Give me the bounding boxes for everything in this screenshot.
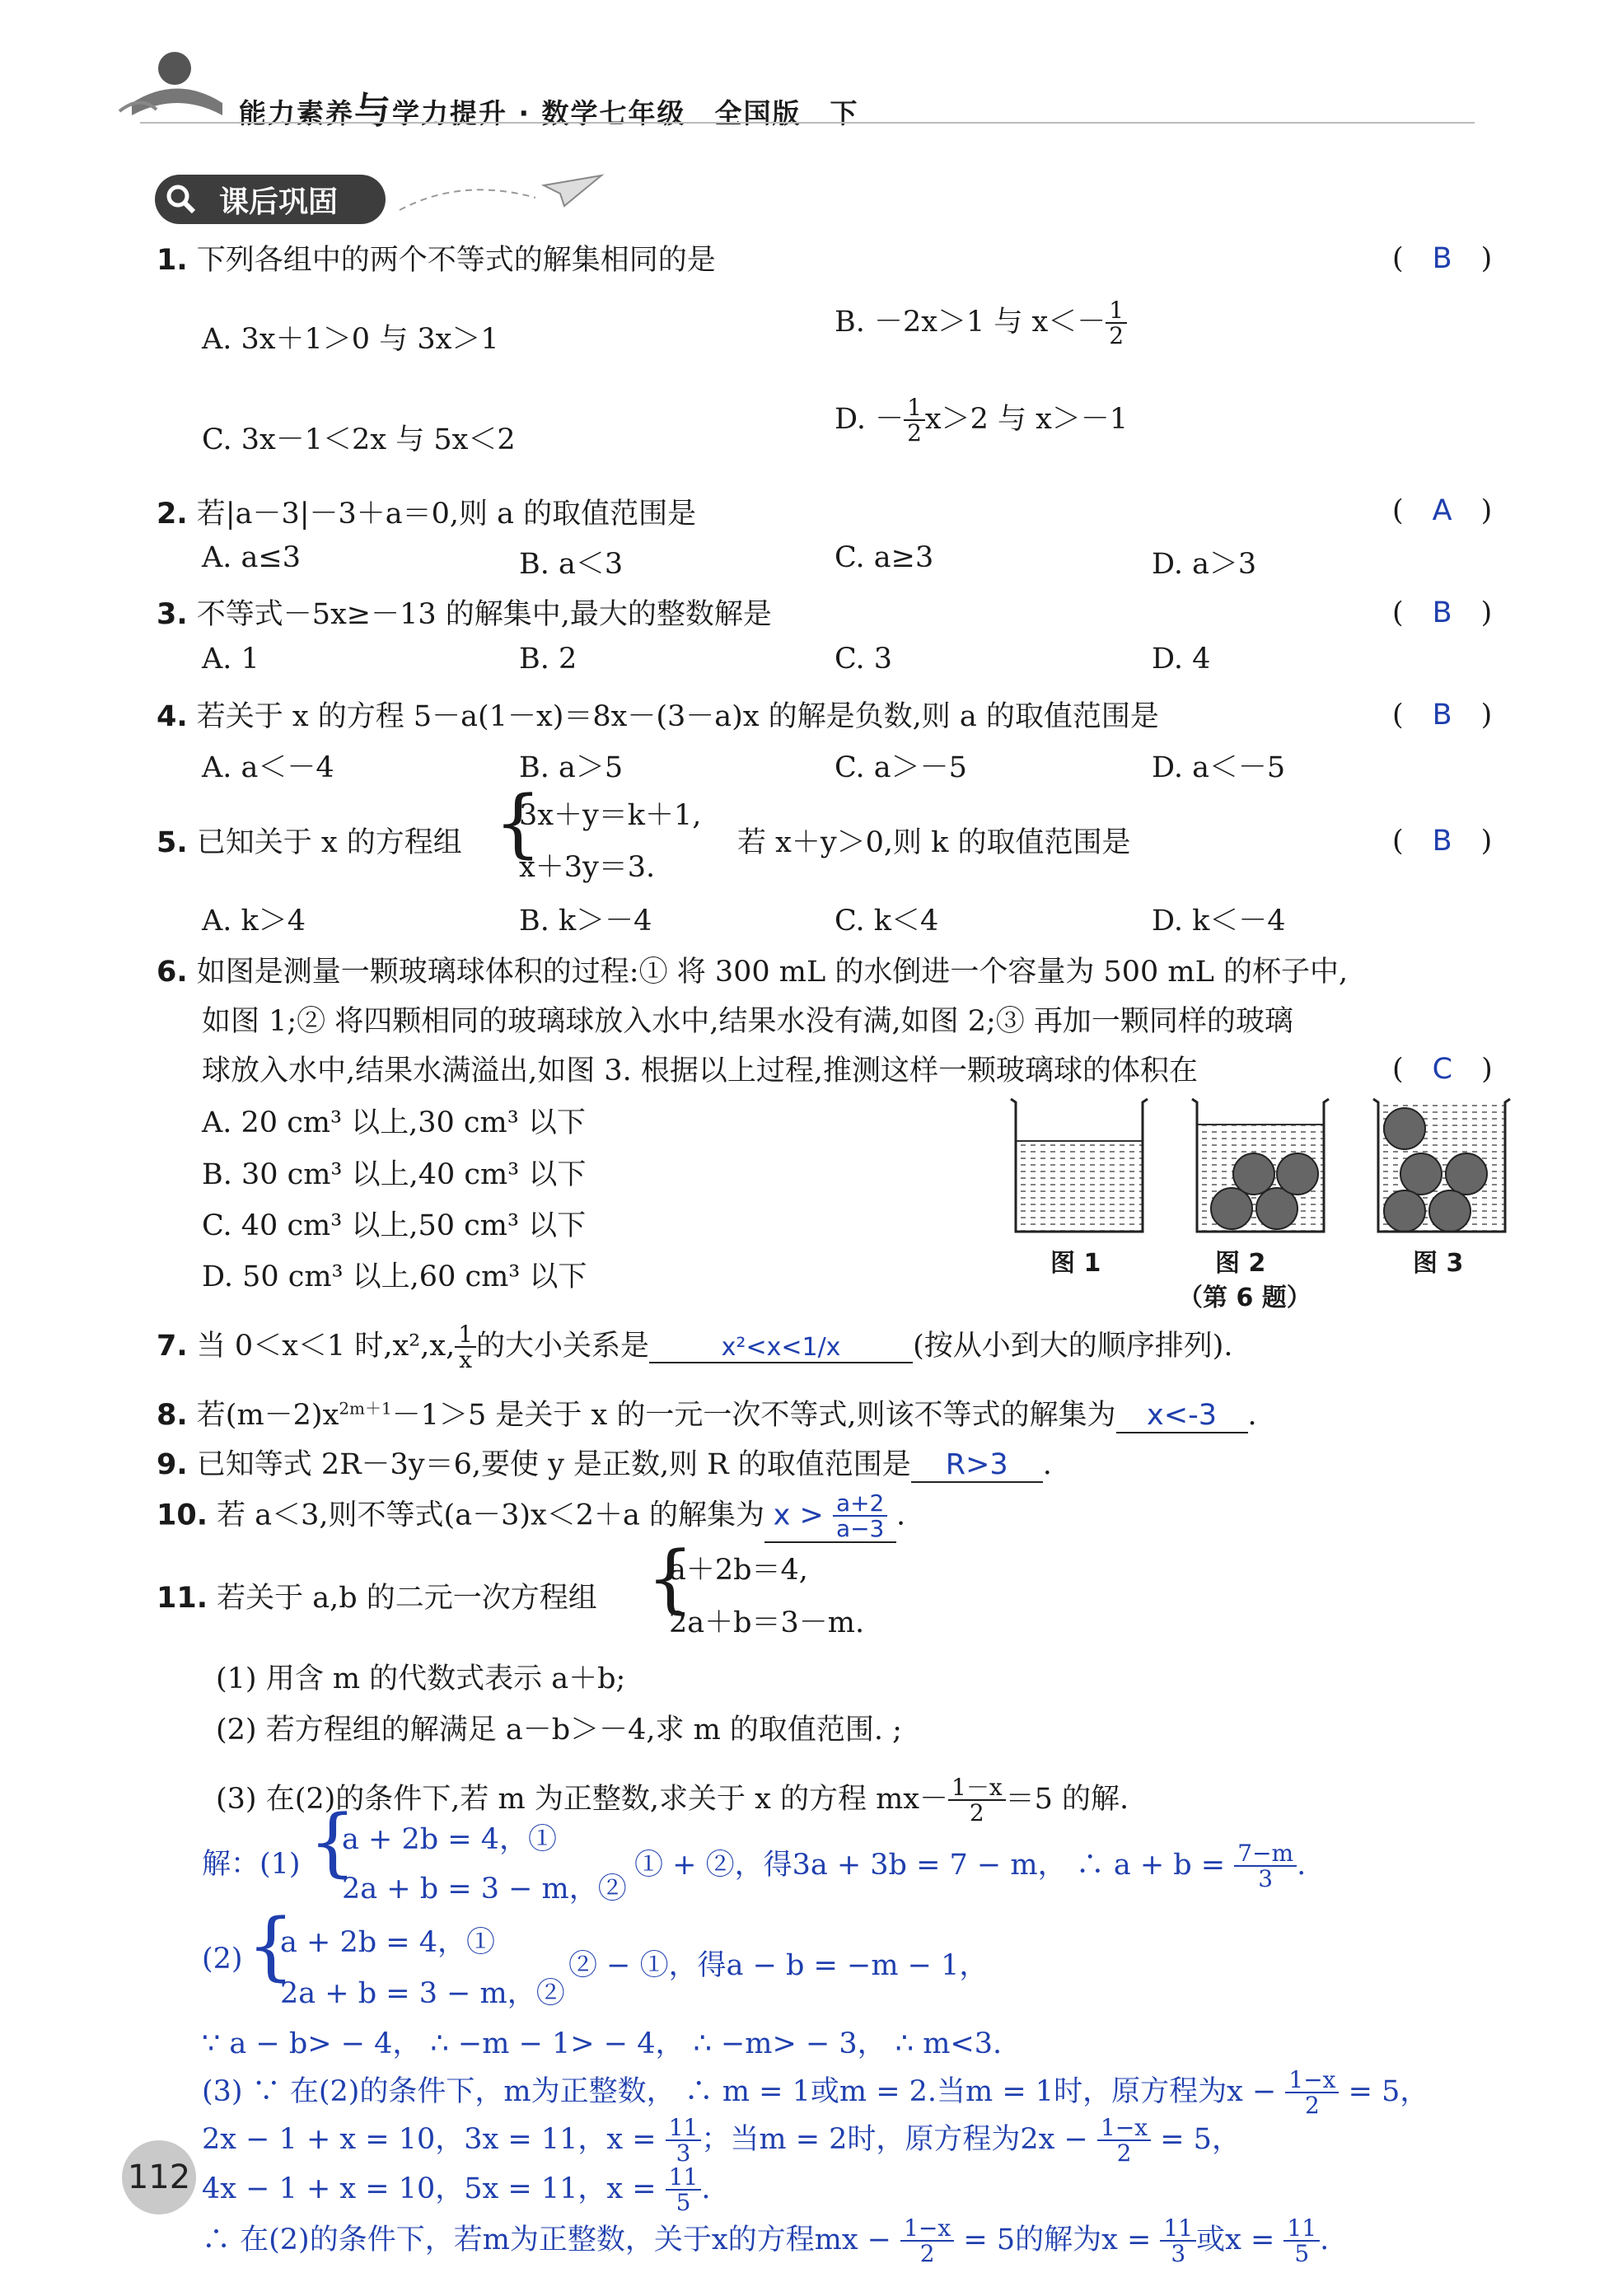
q5-option-d: D. k＜－4 [1152, 905, 1286, 938]
q6-option-b: B. 30 cm³ 以上,40 cm³ 以下 [202, 1158, 587, 1191]
q3-option-c: C. 3 [835, 643, 893, 676]
q4-option-d: D. a＜－5 [1152, 751, 1286, 784]
figure-caption: （第 6 题） [1178, 1284, 1311, 1312]
q11-part-1: (1) 用含 m 的代数式表示 a＋b; [216, 1662, 626, 1695]
paper-plane-icon [395, 169, 610, 227]
question-10: 10. 若 a＜3,则不等式(a－3)x＜2＋a 的解集为 x > $\frac{a+2}{a-3}$ . [157, 1489, 906, 1543]
q5-brace: { [494, 780, 542, 867]
q5-option-b: B. k＞－4 [519, 905, 652, 938]
solution-1-eq1: a + 2b = 4，① [342, 1823, 557, 1856]
solution-1-brace: { [309, 1799, 357, 1886]
q2-option-d: D. a＞3 [1152, 548, 1257, 581]
answer-6: ( C ) [1392, 1053, 1493, 1086]
figure-2-label: 图 2 [1215, 1249, 1266, 1278]
answer-3: ( B ) [1392, 596, 1493, 629]
beaker-figure-1 [1009, 1096, 1149, 1236]
solution-2-label: (2) [202, 1943, 243, 1976]
search-icon [165, 183, 198, 216]
question-8: 8. 若$(m-2)x^{2m+1}-1>5$ 是关于 x 的一元一次不等式,则该不等式的解集为 x<-3 . [157, 1398, 1257, 1432]
solution-1-result: ① + ②，得3a + 3b = 7 − m， ∴ a + b = $\frac{7-m}{3}$ . [634, 1840, 1307, 1893]
q5-condition: 若 x＋y＞0,则 k 的取值范围是 [737, 826, 1131, 859]
figure-3-label: 图 3 [1413, 1249, 1464, 1278]
q5-option-a: A. k＞4 [202, 905, 306, 938]
q6-option-d: D. 50 cm³ 以上,60 cm³ 以下 [202, 1260, 587, 1293]
q1-option-a: A. 3x＋1＞0 与 3x＞1 [202, 323, 499, 356]
page-header: 能力素养与学力提升 · 数学七年级 全国版 下 [239, 90, 859, 132]
solution-3-line1: (3) ∵ 在(2)的条件下，m为正整数， ∴ m = 1或m = 2.当m = 1时，原方程为x − $\frac{1-x}{2}$ = 5， [202, 2066, 1429, 2120]
q4-option-b: B. a＞5 [519, 751, 624, 784]
solution-1-label: 解：(1) [202, 1848, 301, 1881]
solution-2-brace: { [247, 1903, 295, 1990]
q1-option-c: C. 3x－1＜2x 与 5x＜2 [202, 423, 516, 456]
q2-option-b: B. a＜3 [519, 548, 624, 581]
q1-option-b: B. －2x＞1 与 x＜－ $\frac{1}{2}$ [835, 298, 1127, 348]
solution-2-inequality: ∵ a − b> − 4， ∴ −m − 1> − 4， ∴ −m> − 3， ∴ m<3. [202, 2027, 1003, 2060]
q6-option-c: C. 40 cm³ 以上,50 cm³ 以下 [202, 1209, 587, 1242]
q5-option-c: C. k＜4 [835, 905, 939, 938]
q4-option-a: A. a＜－4 [202, 751, 334, 784]
question-4: 4. 若关于 x 的方程 5－a(1－x)＝8x－(3－a)x 的解是负数,则 a 的取值范围是 [157, 700, 1159, 733]
question-1: 1. 下列各组中的两个不等式的解集相同的是 [157, 244, 716, 277]
question-11: 11. 若关于 a,b 的二元一次方程组 [157, 1582, 597, 1615]
question-2: 2. 若|a－3|－3＋a＝0,则 a 的取值范围是 [157, 498, 697, 531]
q2-option-a: A. a≤3 [202, 541, 301, 574]
q4-option-c: C. a＞－5 [835, 751, 967, 784]
answer-2: ( A ) [1392, 494, 1493, 527]
reading-logo-icon [115, 45, 239, 128]
solution-3-conclusion: ∴ 在(2)的条件下，若m为正整数，关于x的方程mx − $\frac{1-x}{2}$ = 5的解为x = $\frac{11}{3}$ 或x = $\frac{11}{5}$ . [202, 2214, 1330, 2268]
q2-option-c: C. a≥3 [835, 541, 934, 574]
solution-3-line2: 2x − 1 + x = 10，3x = 11，x = $\frac{11}{3}$ ；当m = 2时，原方程为2x − $\frac{1-x}{2}$ = 5， [202, 2114, 1241, 2167]
question-7: 7. 当 0＜x＜1 时,x²,x, $\frac{1}{x}$ 的大小关系是 x²<x<1/x (按从小到大的顺序排列). [157, 1321, 1233, 1374]
question-6: 6. 如图是测量一颗玻璃球体积的过程:① 将 300 mL 的水倒进一个容量为 500 mL 的杯子中, [157, 956, 1349, 989]
solution-2-eq1: a + 2b = 4，① [280, 1926, 495, 1959]
q1-option-d: D. － $\frac{1}{2}$ x＞2 与 x＞－1 [835, 394, 1129, 447]
beaker-figure-2 [1190, 1096, 1330, 1236]
answer-1: ( B ) [1392, 242, 1493, 275]
section-title: 课后巩固 [219, 185, 339, 219]
question-6-line3: 球放入水中,结果水满溢出,如图 3. 根据以上过程,推测这样一颗玻璃球的体积在 [202, 1054, 1199, 1087]
q11-part-2: (2) 若方程组的解满足 a－b＞－4,求 m 的取值范围. ; [216, 1714, 902, 1747]
q3-option-a: A. 1 [202, 643, 259, 676]
q5-eq2: x＋3y＝3. [519, 851, 656, 884]
question-6-line2: 如图 1;② 将四颗相同的玻璃球放入水中,结果水没有满,如图 2;③ 再加一颗同样的玻璃 [202, 1005, 1293, 1038]
answer-4: ( B ) [1392, 699, 1493, 732]
q8-answer-blank: x<-3 [1116, 1399, 1248, 1433]
page-number: 112 [122, 2140, 196, 2214]
q11-brace: { [647, 1536, 694, 1622]
q7-answer-blank: x²<x<1/x [649, 1333, 913, 1363]
question-3: 3. 不等式－5x≥－13 的解集中,最大的整数解是 [157, 598, 772, 631]
q3-option-b: B. 2 [519, 643, 577, 676]
solution-1-eq2: 2a + b = 3 − m，② [342, 1873, 627, 1906]
solution-3-line3: 4x − 1 + x = 10，5x = 11，x = $\frac{11}{5}$ . [202, 2163, 711, 2217]
solution-2-eq2: 2a + b = 3 − m，② [280, 1977, 565, 2010]
q3-option-d: D. 4 [1152, 643, 1211, 676]
figure-1-label: 图 1 [1050, 1249, 1101, 1278]
beaker-figure-3 [1372, 1096, 1512, 1236]
question-9: 9. 已知等式 2R－3y＝6,要使 y 是正数,则 R 的取值范围是 R>3 . [157, 1448, 1052, 1481]
q5-eq1: 3x＋y＝k＋1, [519, 799, 702, 832]
q11-eq1: a＋2b＝4, [669, 1554, 808, 1587]
question-5: 5. 已知关于 x 的方程组 [157, 826, 462, 859]
q11-eq2: 2a＋b＝3－m. [669, 1606, 865, 1639]
q10-answer-blank: x > $\frac{a+2}{a-3}$ [764, 1491, 896, 1543]
q6-option-a: A. 20 cm³ 以上,30 cm³ 以下 [202, 1106, 586, 1139]
solution-2-result: ② − ①，得a − b = −m − 1， [568, 1949, 989, 1982]
q11-part-3: (3) 在(2)的条件下,若 m 为正整数,求关于 x 的方程 mx－ $\frac{1-x}{2}$ ＝5 的解. [216, 1774, 1129, 1827]
answer-5: ( B ) [1392, 825, 1493, 858]
q9-answer-blank: R>3 [911, 1448, 1043, 1483]
header-rule [140, 122, 1475, 124]
